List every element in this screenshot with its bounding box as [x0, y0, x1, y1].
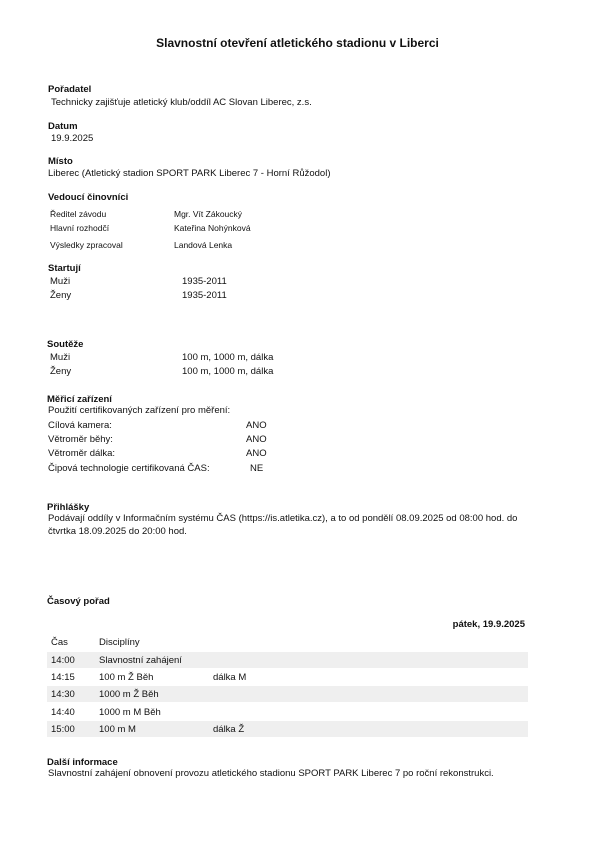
timing-intro: Použití certifikovaných zařízení pro měření:	[48, 405, 231, 416]
schedule-col-discipline: Disciplíny	[99, 637, 140, 648]
schedule-discipline: 1000 m Ž Běh	[99, 689, 159, 700]
starters-category: Muži	[50, 276, 71, 287]
timing-value: ANO	[246, 434, 267, 445]
schedule-time: 15:00	[51, 724, 75, 735]
timing-value: NE	[250, 463, 264, 474]
schedule-discipline-2: dálka Ž	[213, 724, 245, 735]
events-category: Muži	[50, 352, 71, 363]
organizer-text: Technicky zajišťuje atletický klub/oddíl AC Slovan Liberec, z.s.	[51, 97, 312, 108]
place-heading: Místo	[48, 156, 73, 167]
schedule-discipline: 100 m Ž Běh	[99, 672, 154, 683]
schedule-time: 14:40	[51, 707, 75, 718]
starters-years: 1935-2011	[182, 276, 227, 287]
official-name: Kateřina Nohýnková	[174, 223, 251, 233]
starters-years: 1935-2011	[182, 290, 227, 301]
schedule-discipline: 1000 m M Běh	[99, 707, 161, 718]
timing-heading: Měřicí zařízení	[47, 394, 112, 405]
schedule-discipline: 100 m M	[99, 724, 136, 735]
timing-label: Větroměr dálka:	[48, 448, 116, 459]
events-list: 100 m, 1000 m, dálka	[182, 352, 274, 363]
place-text: Liberec (Atletický stadion SPORT PARK Liberec 7 - Horní Růžodol)	[48, 168, 331, 179]
registration-text: Podávají oddíly v Informačním systému ČAS (https://is.atletika.cz), a to od pondělí 08.09.2025 od 08:00 hod. do čtvrtka 18.09.2025 do 20:00 hod.	[48, 513, 518, 537]
schedule-header-row	[47, 634, 528, 650]
organizer-heading: Pořadatel	[48, 84, 92, 95]
schedule-col-time: Čas	[51, 637, 68, 648]
official-name: Landová Lenka	[174, 240, 233, 250]
schedule-row	[47, 721, 528, 737]
timing-value: ANO	[246, 448, 267, 459]
schedule-discipline-2: dálka M	[213, 672, 247, 683]
official-role: Hlavní rozhodčí	[50, 223, 110, 233]
events-category: Ženy	[50, 366, 72, 377]
registration-heading: Přihlášky	[47, 502, 90, 513]
schedule-row	[47, 686, 528, 702]
page-title: Slavnostní otevření atletického stadionu v Liberci	[156, 36, 439, 50]
starters-heading: Startují	[48, 263, 81, 274]
official-name: Mgr. Vít Zákoucký	[174, 209, 243, 219]
schedule-heading: Časový pořad	[47, 596, 110, 607]
schedule-row	[47, 652, 528, 668]
date-heading: Datum	[48, 121, 78, 132]
timing-label: Větroměr běhy:	[48, 434, 113, 445]
schedule-time: 14:15	[51, 672, 75, 683]
officials-heading: Vedoucí činovníci	[48, 192, 129, 203]
timing-label: Cílová kamera:	[48, 420, 112, 431]
schedule-time: 14:00	[51, 655, 75, 666]
official-role: Výsledky zpracoval	[50, 240, 123, 250]
official-role: Ředitel závodu	[50, 209, 107, 219]
more-heading: Další informace	[47, 757, 118, 768]
schedule-discipline: Slavnostní zahájení	[99, 655, 182, 666]
schedule-time: 14:30	[51, 689, 75, 700]
date-text: 19.9.2025	[51, 133, 94, 144]
events-list: 100 m, 1000 m, dálka	[182, 366, 274, 377]
timing-label: Čipová technologie certifikovaná ČAS:	[48, 463, 210, 474]
schedule-row	[47, 704, 528, 720]
more-text: Slavnostní zahájení obnovení provozu atletického stadionu SPORT PARK Liberec 7 po roční rekonstrukci.	[48, 768, 494, 779]
schedule-row	[47, 669, 528, 685]
schedule-day: pátek, 19.9.2025	[452, 619, 525, 630]
timing-value: ANO	[246, 420, 267, 431]
events-heading: Soutěže	[47, 339, 84, 350]
starters-category: Ženy	[50, 290, 72, 301]
